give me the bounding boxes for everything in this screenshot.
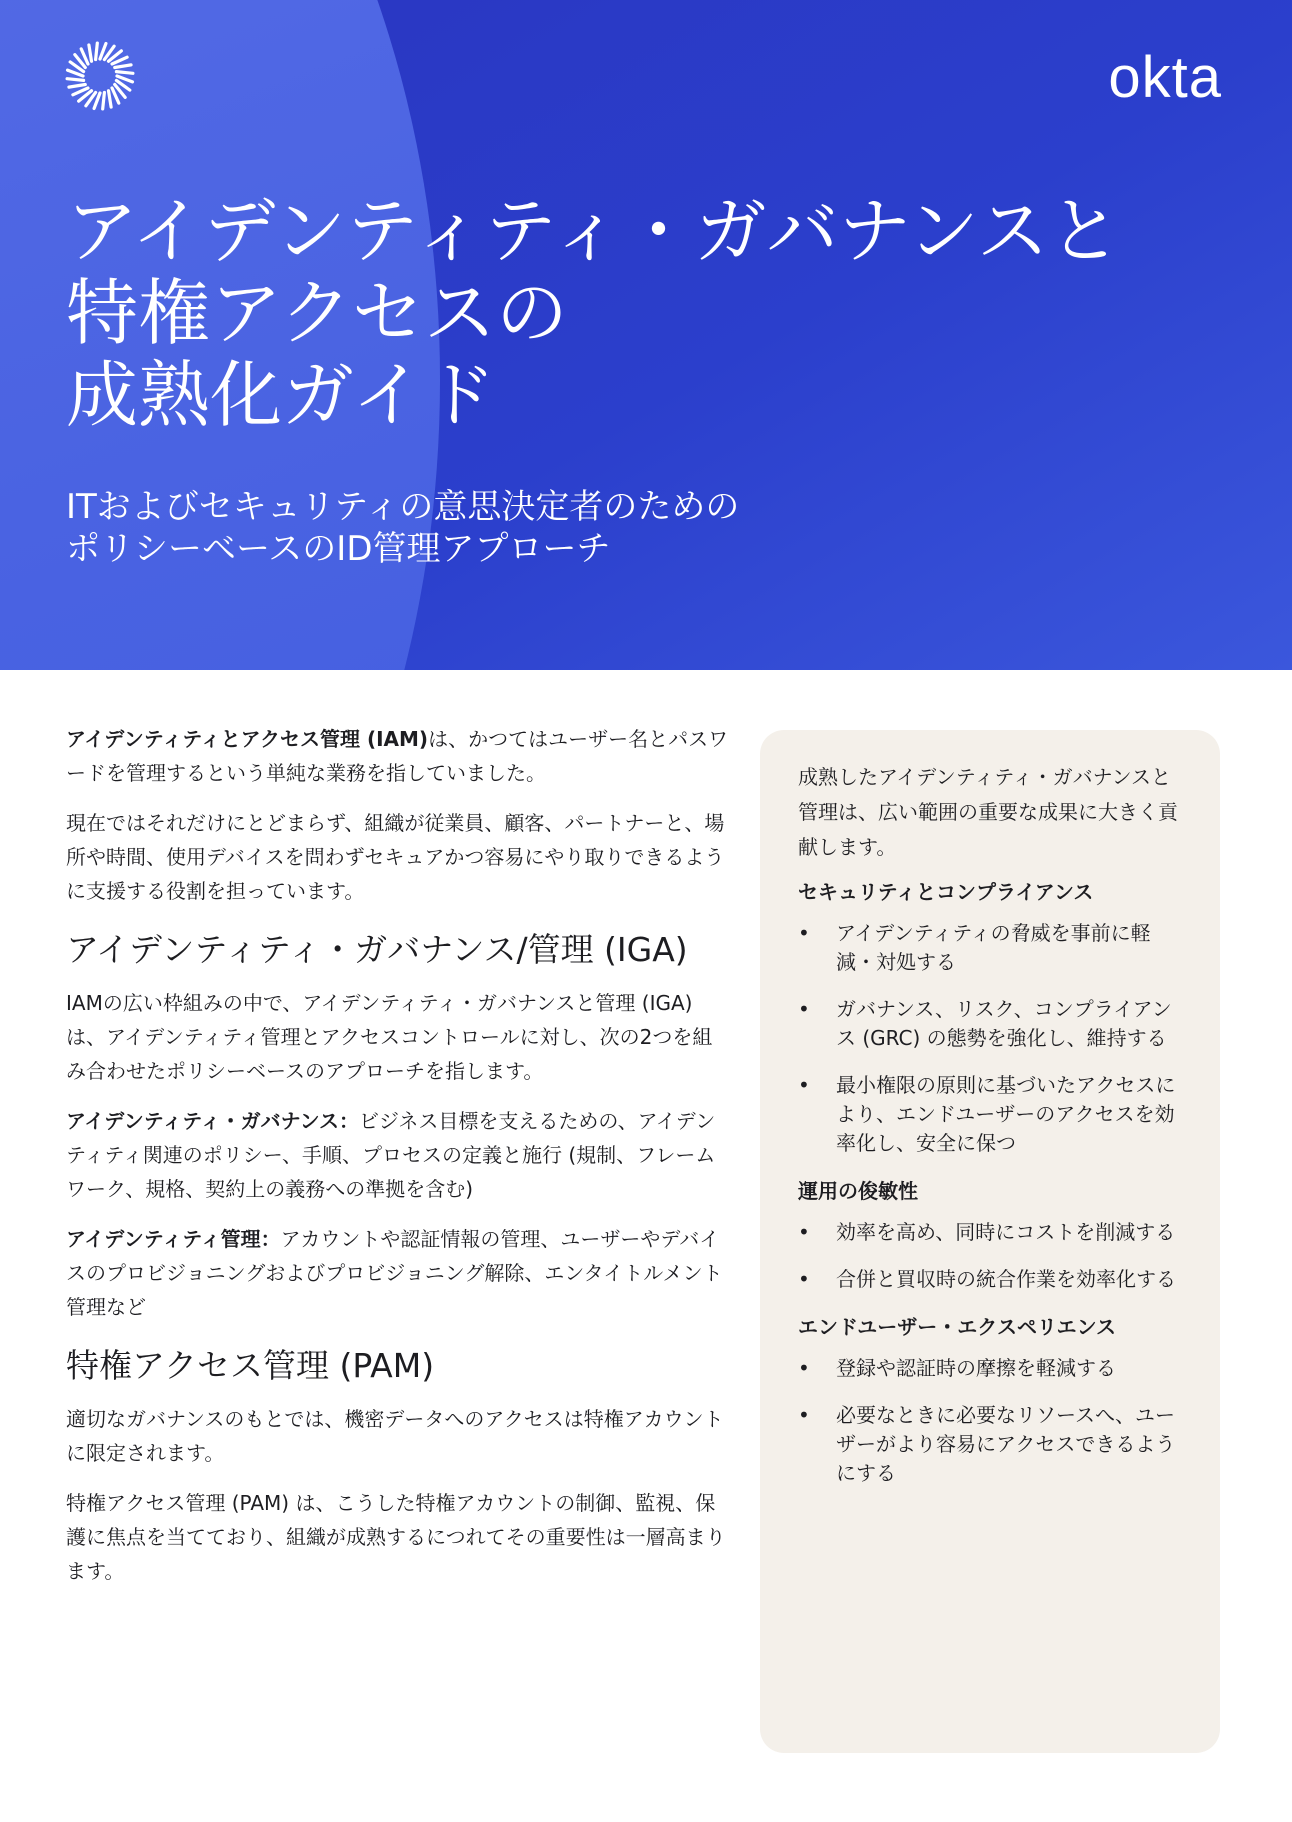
iam-definition: は、かつてはユーザー名とパスワードを管理するという単純な業務を指していました。: [66, 727, 729, 785]
title-line: 特権アクセスの: [66, 271, 568, 355]
page-subtitle: [66, 486, 739, 570]
subtitle-line: ポリシーベースのID管理アプローチ: [66, 529, 611, 569]
iam-intro-paragraph: [66, 722, 732, 790]
iga-heading: アイデンティティ・ガバナンス/管理 (IGA): [66, 930, 688, 969]
benefits-sidebar: [760, 730, 1220, 1753]
okta-sunburst-icon: [64, 40, 136, 112]
hero-banner: [0, 0, 1292, 670]
iam-current-paragraph: 現在ではそれだけにとどまらず、組織が従業員、顧客、パートナーと、場所や時間、使用デバイスを問わずセキュアかつ容易にやり取りできるように支援する役割を担っています。: [66, 811, 725, 903]
sidebar-heading-experience: エンドユーザー・エクスペリエンス: [798, 1315, 1116, 1339]
list-item: • 効率を高め、同時にコストを削減する: [798, 1218, 1186, 1247]
sidebar-intro: 成熟したアイデンティティ・ガバナンスと管理は、広い範囲の重要な成果に大きく貢献します。: [798, 765, 1178, 859]
iam-term: アイデンティティとアクセス管理 (IAM): [66, 727, 429, 751]
identity-management-text: アカウントや認証情報の管理、ユーザーやデバイスのプロビジョニングおよびプロビジョニング解除、エンタイトルメント管理など: [66, 1227, 723, 1319]
list-item: • 必要なときに必要なリソースへ、ユーザーがより容易にアクセスできるようにする: [798, 1401, 1186, 1488]
subtitle-line: ITおよびセキュリティの意思決定者のための: [66, 487, 740, 527]
list-item: • 最小権限の原則に基づいたアクセスにより、エンドユーザーのアクセスを効率化し、安全に保つ: [798, 1071, 1186, 1158]
list-item: • 登録や認証時の摩擦を軽減する: [798, 1354, 1186, 1383]
identity-governance-text: ビジネス目標を支えるための、アイデンティティ関連のポリシー、手順、プロセスの定義と施行 (規制、フレームワーク、規格、契約上の義務への準拠を含む): [66, 1109, 716, 1201]
identity-governance-paragraph: [66, 1104, 732, 1206]
sidebar-heading-security: セキュリティとコンプライアンス: [798, 880, 1094, 904]
list-item: • 合併と買収時の統合作業を効率化する: [798, 1265, 1186, 1294]
title-line: アイデンティティ・ガバナンスと: [66, 189, 1121, 273]
page-title: [66, 190, 1166, 436]
identity-management-paragraph: [66, 1222, 732, 1324]
list-item: • アイデンティティの脅威を事前に軽減・対処する: [798, 919, 1186, 977]
pam-heading: 特権アクセス管理 (PAM): [66, 1346, 435, 1385]
okta-wordmark: okta: [1108, 45, 1222, 110]
sidebar-heading-operations: 運用の俊敏性: [798, 1179, 918, 1203]
pam-paragraph-2: 特権アクセス管理 (PAM) は、こうした特権アカウントの制御、監視、保護に焦点を当てており、組織が成熟するにつれてその重要性は一層高まります。: [66, 1491, 726, 1583]
iga-paragraph: IAMの広い枠組みの中で、アイデンティティ・ガバナンスと管理 (IGA) は、アイデンティティ管理とアクセスコントロールに対し、次の2つを組み合わせたポリシーベースのアプローチを指します。: [66, 991, 713, 1083]
main-content: [66, 722, 732, 1604]
title-line: 成熟化ガイド: [66, 353, 496, 437]
list-item: • ガバナンス、リスク、コンプライアンス (GRC) の態勢を強化し、維持する: [798, 995, 1186, 1053]
identity-governance-term: アイデンティティ・ガバナンス：: [66, 1109, 359, 1133]
operations-list: [798, 1218, 1186, 1294]
experience-list: [798, 1354, 1186, 1488]
pam-paragraph-1: 適切なガバナンスのもとでは、機密データへのアクセスは特権アカウントに限定されます。: [66, 1407, 724, 1465]
identity-management-term: アイデンティティ管理：: [66, 1227, 281, 1251]
security-list: [798, 919, 1186, 1158]
